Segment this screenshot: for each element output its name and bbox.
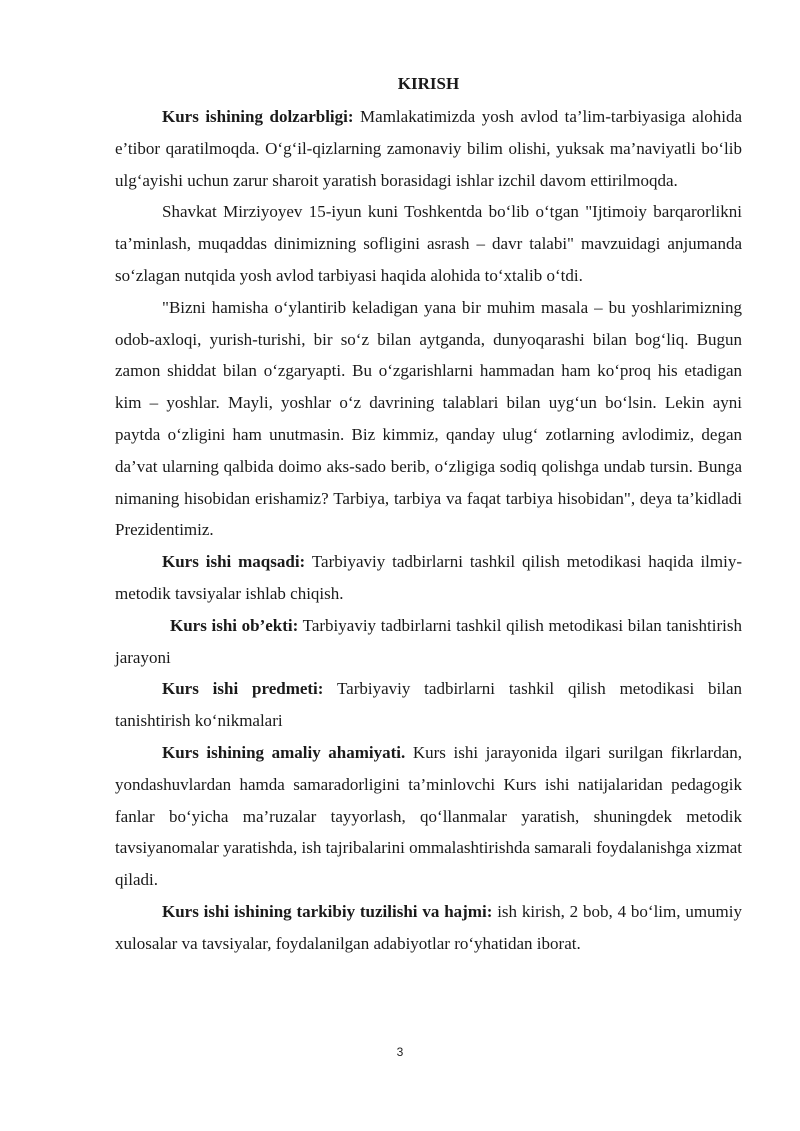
paragraph-goal: [115, 546, 742, 610]
paragraph-structure: [115, 896, 742, 960]
paragraph-object: [115, 610, 742, 674]
paragraph-practical-significance: [115, 737, 742, 896]
paragraph-speech-intro: [115, 196, 742, 291]
paragraph-text: Tarbiyaviy tadbirlarni tashkil qilish metodikasi haqida ilmiy-metodik tavsiyalar ishlab chiqish.: [115, 552, 742, 603]
paragraph-text: ish kirish, 2 bob, 4 bo‘lim, umumiy xulosalar va tavsiyalar, foydalanilgan adabiyotlar ro‘yhatidan iborat.: [115, 901, 743, 953]
paragraph-lead: Kurs ishi ishining tarkibiy tuzilishi va hajmi:: [162, 901, 493, 921]
paragraph-lead: Kurs ishi predmeti:: [162, 679, 324, 699]
paragraph-text: Mamlakatimizda yosh avlod ta’lim-tarbiyasiga alohida e’tibor qaratilmoqda. O‘g‘il-qizlarning zamonaviy bilim olishi, yuksak ma’naviyatli bo‘lib ulg‘ayishi uchun zarur sharoit yaratish borasidagi ishlar izchil davom ettirilmoqda.: [115, 107, 742, 190]
page-number: 3: [396, 1045, 404, 1059]
paragraph-lead: Kurs ishi maqsadi:: [162, 552, 306, 572]
paragraph-text: "Bizni hamisha o‘ylantirib keladigan yana bir muhim masala – bu yoshlarimizning odob-axloqi, yurish-turishi, bir so‘z bilan aytganda, dunyoqarashi bilan bog‘liq. Bugun zamon shiddat bilan o‘zgaryapti. Bu o‘zgarishlarni hammadan ham ko‘proq his etadigan kim – yoshlar. Mayli, yoshlar o‘z davrining talablari bilan uyg‘un bo‘lsin. Lekin ayni paytda o‘zligini ham unutmasin. Biz kimmiz, qanday ulug‘ zotlarning avlodimiz, degan da’vat ularning qalbida doimo aks-sado berib, o‘zligiga sodiq qolishga undab tursin. Bunga nimaning hisobidan erishamiz? Tarbiya, tarbiya va faqat tarbiya hisobidan", deya ta’kidladi Prezidentimiz.: [115, 297, 742, 540]
paragraph-lead: Kurs ishi ob’ekti:: [170, 615, 299, 635]
paragraph-lead: Kurs ishining amaliy ahamiyati.: [162, 742, 406, 762]
paragraph-text: Shavkat Mirziyoyev 15-iyun kuni Toshkentda bo‘lib o‘tgan "Ijtimoiy barqarorlikni ta’minlash, muqaddas dinimizning sofligini asrash – davr talabi" mavzuidagi anjumanda so‘zlagan nutqida yosh avlod tarbiyasi haqida alohida to‘xtalib o‘tdi.: [115, 202, 742, 285]
paragraph-text: Tarbiyaviy tadbirlarni tashkil qilish metodikasi bilan tanishtirish jarayoni: [115, 615, 742, 667]
section-title: KIRISH: [397, 74, 460, 93]
paragraph-quote: [115, 292, 742, 546]
paragraph-text: Tarbiyaviy tadbirlarni tashkil qilish metodikasi bilan tanishtirish ko‘nikmalari: [115, 679, 742, 731]
paragraph-subject: [115, 673, 742, 737]
paragraph-text: Kurs ishi jarayonida ilgari surilgan fikrlardan, yondashuvlardan hamda samaradorligini ta’minlovchi Kurs ishi natijalaridan pedagogik fanlar bo‘yicha ma’ruzalar tayyorlash, qo‘llanmalar yaratish, shuningdek metodik tavsiyanomalar yaratishda, ish tajribalarini ommalashtirishda samarali foydalanishga xizmat qiladi.: [115, 742, 742, 890]
paragraph-lead: Kurs ishining dolzarbligi:: [162, 107, 354, 126]
document-page: [115, 73, 742, 960]
paragraph-relevance: [115, 101, 742, 196]
